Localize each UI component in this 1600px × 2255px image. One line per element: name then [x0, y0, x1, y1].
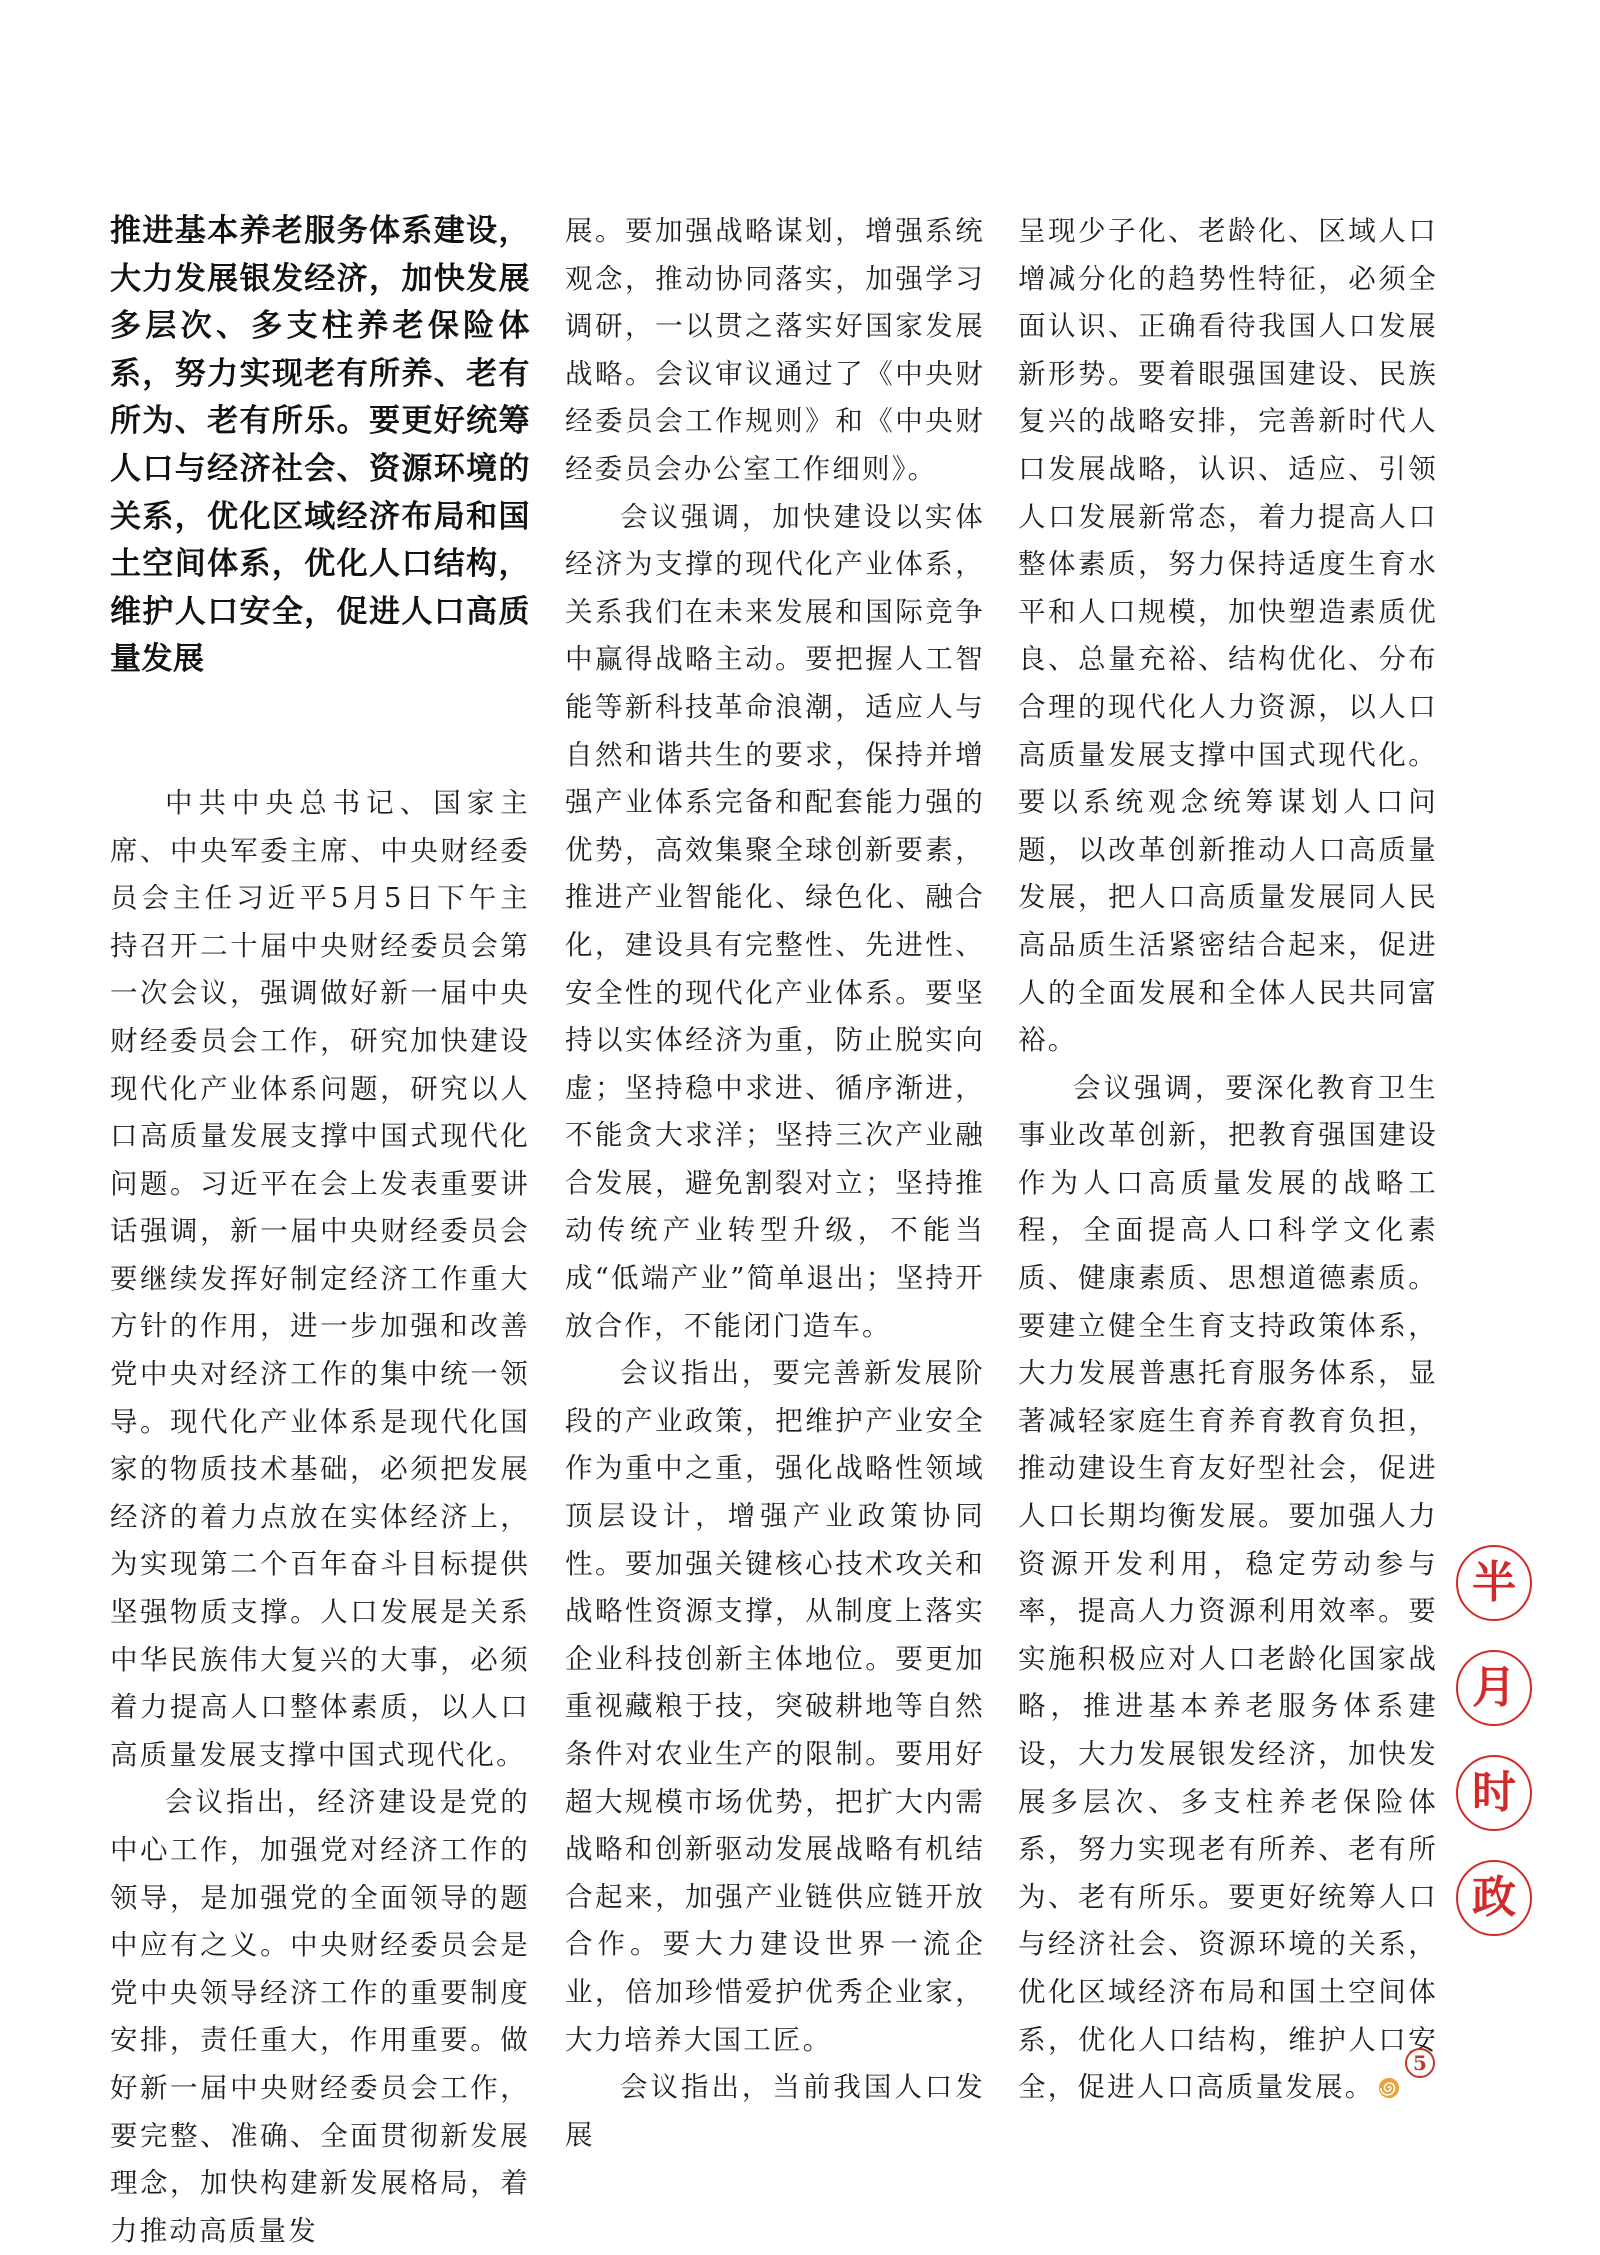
body-paragraph-continued: 呈现少子化、老龄化、区域人口增减分化的趋势性特征，必须全面认识、正确看待我国人口发展新形势。要着眼强国建设、民族复兴的战略安排，完善新时代人口发展战略，认识、适应、引领人口发展新常态，着力提高人口整体素质，努力保持适度生育水平和人口规模，加快塑造素质优良、总量充裕、结构优化、分布合理的现代化人力资源，以人口高质量发展支撑中国式现代化。要以系统观念统筹谋划人口问题，以改革创新推动人口高质量发展，把人口高质量发展同人民高品质生活紧密结合起来，促进人的全面发展和全体人民共同富裕。 — [1018, 215, 1438, 1057]
body-paragraph-continued: 展。要加强战略谋划，增强系统观念，推动协同落实，加强学习调研，一以贯之落实好国家发展战略。会议审议通过了《中央财经委员会工作规则》和《中央财经委员会办公室工作细则》。 — [565, 215, 985, 485]
column-3 — [1018, 208, 1438, 2112]
publication-seal-char: 时 — [1456, 1755, 1532, 1831]
body-paragraph: 中共中央总书记、国家主席、中央军委主席、中央财经委员会主任习近平5月5日下午主持召开二十届中央财经委员会第一次会议，强调做好新一届中央财经委员会工作，研究加快建设现代化产业体系问题，研究以人口高质量发展支撑中国式现代化问题。习近平在会上发表重要讲话强调，新一届中央财经委员会要继续发挥好制定经济工作重大方针的作用，进一步加强和改善党中央对经济工作的集中统一领导。现代化产业体系是现代化国家的物质技术基础，必须把发展经济的着力点放在实体经济上，为实现第二个百年奋斗目标提供坚强物质支撑。人口发展是关系中华民族伟大复兴的大事，必须着力提高人口整体素质，以人口高质量发展支撑中国式现代化。 — [110, 786, 530, 1771]
publication-seal-char: 半 — [1456, 1545, 1532, 1621]
body-paragraph: 会议指出，要完善新发展阶段的产业政策，把维护产业安全作为重中之重，强化战略性领域顶层设计，增强产业政策协同性。要加强关键核心技术攻关和战略性资源支撑，从制度上落实企业科技创新主体地位。要更加重视藏粮于技，突破耕地等自然条件对农业生产的限制。要用好超大规模市场优势，把扩大内需战略和创新驱动发展战略有机结合起来，加强产业链供应链开放合作。要大力建设世界一流企业，倍加珍惜爱护优秀企业家，大力培养大国工匠。 — [565, 1357, 985, 2056]
column-1 — [110, 208, 530, 2255]
lead-spacer — [110, 684, 530, 780]
body-paragraph-final — [1018, 1065, 1438, 2112]
final-paragraph-text: 会议强调，要深化教育卫生事业改革创新，把教育强国建设作为人口高质量发展的战略工程，全面提高人口科学文化素质、健康素质、思想道德素质。要建立健全生育支持政策体系，大力发展普惠托育服务体系，显著减轻家庭生育养育教育负担，推动建设生育友好型社会，促进人口长期均衡发展。要加强人力资源开发利用，稳定劳动参与率，提高人力资源利用效率。要实施积极应对人口老龄化国家战略，推进基本养老服务体系建设，大力发展银发经济，加快发展多层次、多支柱养老保险体系，努力实现老有所养、老有所为、老有所乐。要更好统筹人口与经济社会、资源环境的关系，优化区域经济布局和国土空间体系，优化人口结构，维护人口安全，促进人口高质量发展。 — [1018, 1071, 1438, 2104]
page-number: 5 — [1405, 2048, 1435, 2078]
publication-seal-char: 月 — [1456, 1650, 1532, 1726]
lead-summary: 推进基本养老服务体系建设，大力发展银发经济，加快发展多层次、多支柱养老保险体系，努力实现老有所养、老有所为、老有所乐。要更好统筹人口与经济社会、资源环境的关系，优化区域经济布局和国土空间体系，优化人口结构，维护人口安全，促进人口高质量发展 — [110, 213, 530, 678]
body-paragraph: 会议强调，加快建设以实体经济为支撑的现代化产业体系，关系我们在未来发展和国际竞争中赢得战略主动。要把握人工智能等新科技革命浪潮，适应人与自然和谐共生的要求，保持并增强产业体系完备和配套能力强的优势，高效集聚全球创新要素，推进产业智能化、绿色化、融合化，建设具有完整性、先进性、安全性的现代化产业体系。要坚持以实体经济为重，防止脱实向虚；坚持稳中求进、循序渐进，不能贪大求洋；坚持三次产业融合发展，避免割裂对立；坚持推动传统产业转型升级，不能当成“低端产业”简单退出；坚持开放合作，不能闭门造车。 — [565, 500, 985, 1342]
column-2 — [565, 208, 985, 2159]
publication-seal-char: 政 — [1456, 1860, 1532, 1936]
body-paragraph: 会议指出，当前我国人口发展 — [565, 2071, 985, 2151]
body-paragraph: 会议指出，经济建设是党的中心工作，加强党对经济工作的领导，是加强党的全面领导的题中应有之义。中央财经委员会是党中央领导经济工作的重要制度安排，责任重大，作用重要。做好新一届中央财经委员会工作，要完整、准确、全面贯彻新发展理念，加快构建新发展格局，着力推动高质量发 — [110, 1786, 530, 2247]
spiral-end-mark-icon — [1378, 2077, 1400, 2099]
